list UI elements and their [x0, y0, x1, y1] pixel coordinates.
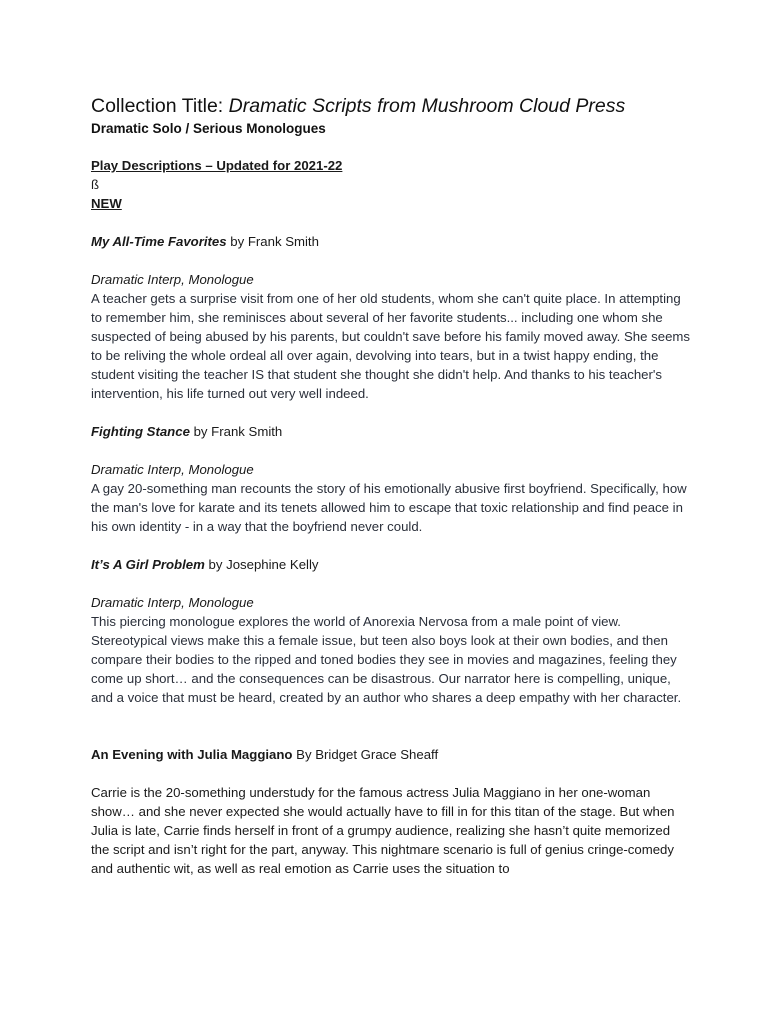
stray-character: ß	[91, 177, 100, 192]
collection-title-line	[91, 92, 691, 120]
descriptions-heading: Play Descriptions – Updated for 2021-22	[91, 158, 343, 173]
collection-title: Dramatic Scripts from Mushroom Cloud Press	[228, 95, 626, 117]
play-genre: Dramatic Interp, Monologue	[91, 595, 254, 610]
play-heading	[91, 555, 691, 574]
play-description: A teacher gets a surprise visit from one of her old students, whom she can't quite place. In attempting to remember him, she reminisces about several of her favorite students... including one whom she suspected of being abused by his parents, but couldn't save before his family moved away. She seems to be reliving the whole ordeal all over again, devolving into tears, but in a twist happy ending, the student visiting the teacher IS that student she thought she didn't help. And thanks to his teacher's intervention, his life turned out very well indeed.	[91, 291, 690, 401]
play-genre: Dramatic Interp, Monologue	[91, 462, 254, 477]
document-page	[91, 92, 691, 878]
play-description: This piercing monologue explores the world of Anorexia Nervosa from a male point of view. Stereotypical views make this a female issue, but teen also boys look at their own bodies, and then compare their bodies to the ripped and toned bodies they see in movies and magazines, feeling they come up short… and the consequences can be disastrous. Our narrator here is compelling, unique, and a voice that must be heard, created by an author who shares a deep empathy with her character.	[91, 614, 682, 705]
play-title: Fighting Stance	[91, 424, 190, 439]
play-byline: By Bridget Grace Sheaff	[296, 747, 439, 762]
play-heading	[91, 422, 691, 441]
play-description: Carrie is the 20-something understudy for the famous actress Julia Maggiano in her one-woman show… and she never expected she would actually have to fill in for this titan of the stage. But when Julia is late, Carrie finds herself in front of a grumpy audience, realizing she hasn’t quite memorized the script and isn’t right for the part, anyway. This nightmare scenario is full of genius cringe-comedy and authentic wit, as well as real emotion as Carrie uses the situation to	[91, 785, 675, 876]
collection-title-label: Collection Title:	[91, 95, 224, 117]
play-heading	[91, 232, 691, 251]
play-genre: Dramatic Interp, Monologue	[91, 272, 254, 287]
play-title: My All-Time Favorites	[91, 234, 227, 249]
new-label: NEW	[91, 196, 122, 211]
play-heading	[91, 745, 691, 764]
play-title: An Evening with Julia Maggiano	[91, 747, 293, 762]
play-title: It’s A Girl Problem	[91, 557, 205, 572]
play-byline: by Josephine Kelly	[208, 557, 319, 572]
play-byline: by Frank Smith	[230, 234, 319, 249]
play-description: A gay 20-something man recounts the story of his emotionally abusive first boyfriend. Specifically, how the man's love for karate and its tenets allowed him to escape that toxic relationship and find peace in his own identity - in a way that the boyfriend never could.	[91, 481, 687, 534]
play-byline: by Frank Smith	[193, 424, 283, 439]
collection-subtitle: Dramatic Solo / Serious Monologues	[91, 121, 326, 136]
